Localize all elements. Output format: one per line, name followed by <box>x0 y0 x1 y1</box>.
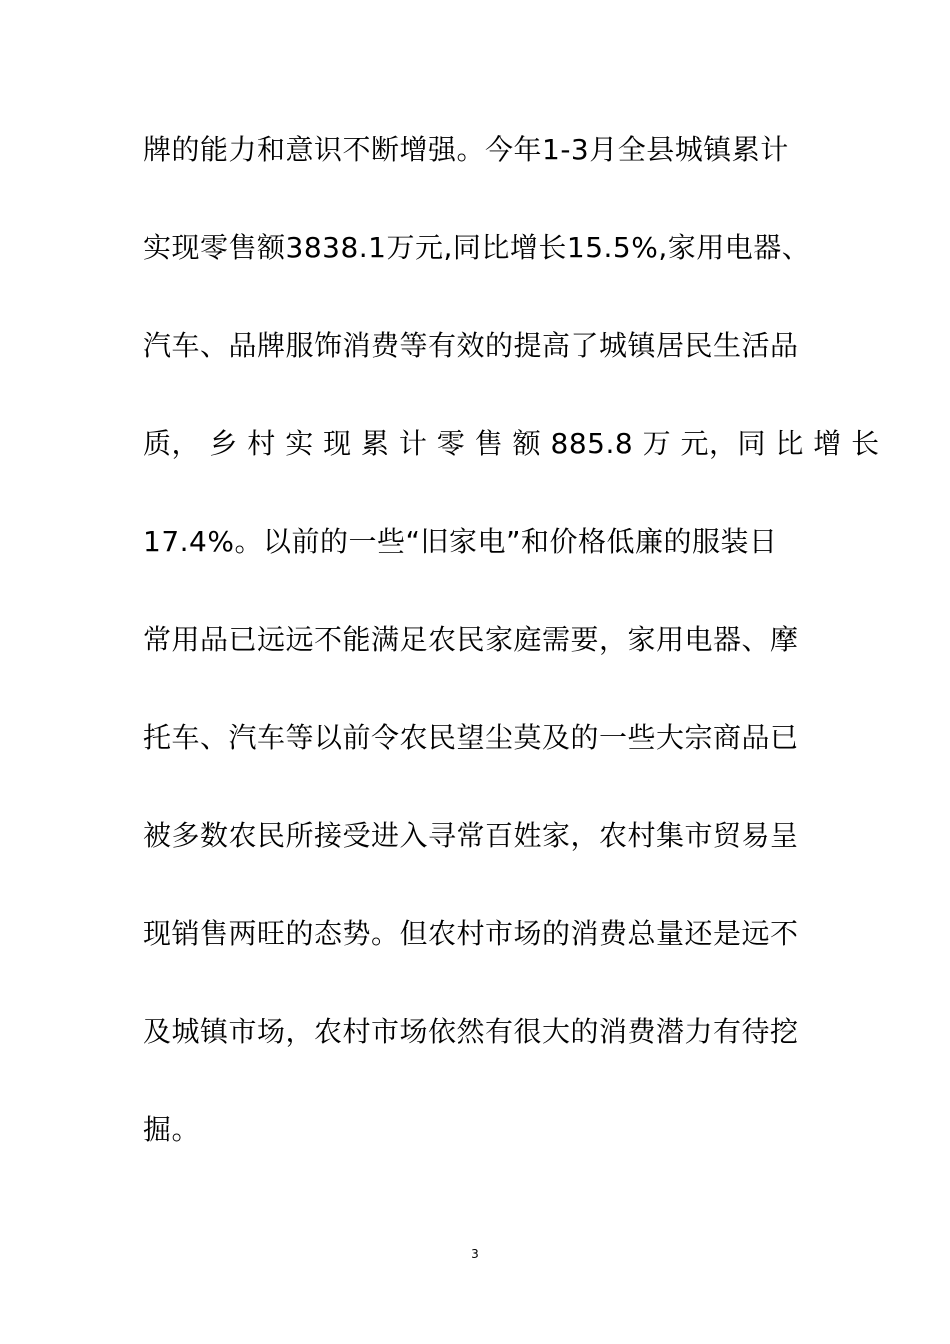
page-number: 3 <box>471 1247 479 1261</box>
text-line-4: 质， 乡 村 实 现 累 计 零 售 额 885.8 万 元，同 比 增 长 <box>143 427 880 460</box>
text-line-2: 实现零售额3838.1万元,同比增长15.5%,家用电器、 <box>143 231 811 264</box>
text-line-8: 被多数农民所接受进入寻常百姓家，农村集市贸易呈 <box>143 819 799 852</box>
text-line-5: 17.4%。以前的一些“旧家电”和价格低廉的服装日 <box>143 525 778 558</box>
text-line-3: 汽车、品牌服饰消费等有效的提高了城镇居民生活品 <box>143 329 799 362</box>
text-line-9: 现销售两旺的态势。但农村市场的消费总量还是远不 <box>143 917 799 950</box>
text-line-6: 常用品已远远不能满足农民家庭需要，家用电器、摩 <box>143 623 799 656</box>
text-line-10: 及城镇市场，农村市场依然有很大的消费潜力有待挖 <box>143 1015 799 1048</box>
text-line-1: 牌的能力和意识不断增强。今年1-3月全县城镇累计 <box>143 133 789 166</box>
text-line-11: 掘。 <box>143 1113 201 1146</box>
text-line-7: 托车、汽车等以前令农民望尘莫及的一些大宗商品已 <box>143 721 799 754</box>
